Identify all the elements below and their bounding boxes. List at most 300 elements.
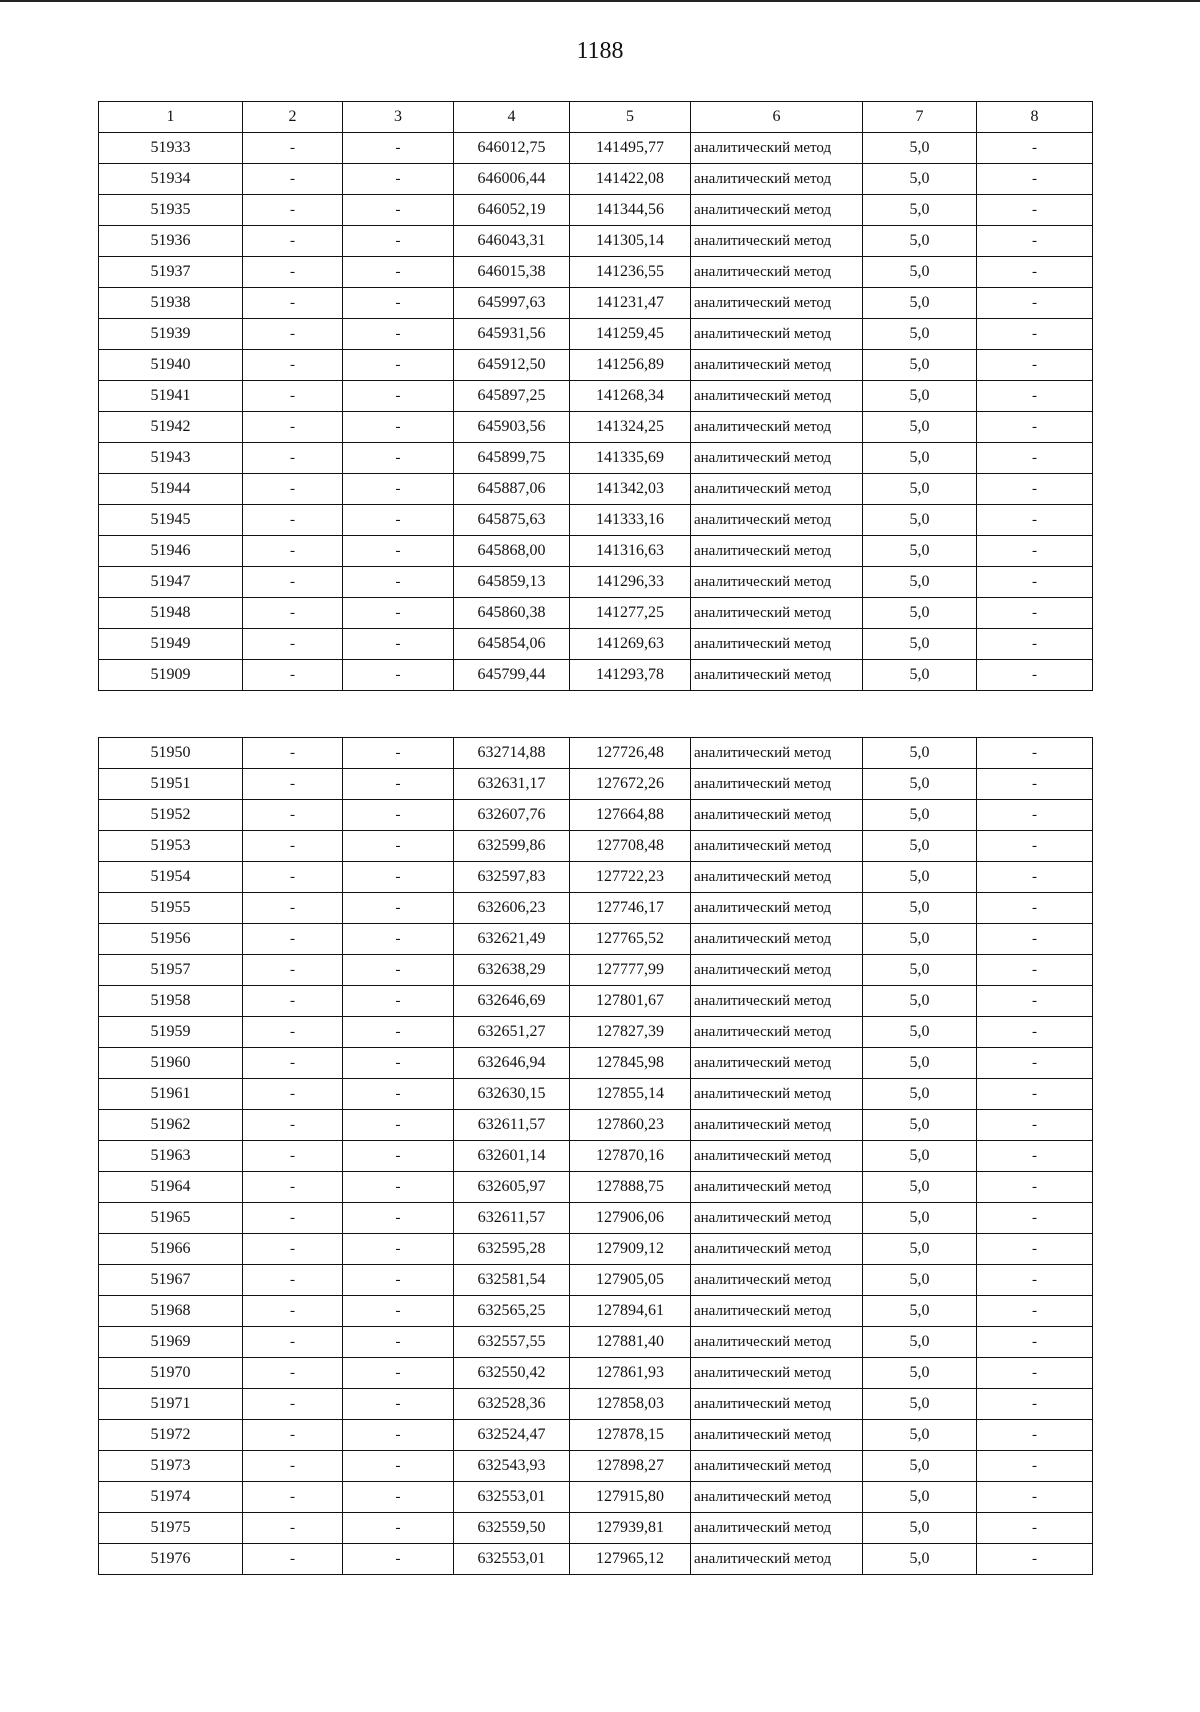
table-cell-col-8: -: [977, 1296, 1093, 1327]
table-cell-col-4: 632597,83: [454, 862, 570, 893]
table-cell-col-3: -: [343, 1358, 454, 1389]
table-cell-col-2: -: [243, 412, 343, 443]
table-cell-col-2: -: [243, 1513, 343, 1544]
table-cell-col-1: 51970: [99, 1358, 243, 1389]
table-cell-col-5: 141305,14: [570, 226, 691, 257]
table-cell-col-3: -: [343, 443, 454, 474]
table-cell-col-3: -: [343, 257, 454, 288]
table-cell-col-6: аналитический метод: [691, 1017, 863, 1048]
table-cell-col-4: 645912,50: [454, 350, 570, 381]
table-cell-col-6: аналитический метод: [691, 1327, 863, 1358]
table-cell-col-5: 141236,55: [570, 257, 691, 288]
table-cell-col-5: 127898,27: [570, 1451, 691, 1482]
table-cell-col-3: -: [343, 738, 454, 769]
table-cell-col-4: 632595,28: [454, 1234, 570, 1265]
table-cell-col-1: 51947: [99, 567, 243, 598]
table-cell-col-7: 5,0: [863, 164, 977, 195]
table-cell-col-4: 632601,14: [454, 1141, 570, 1172]
table-cell-col-5: 141316,63: [570, 536, 691, 567]
table-cell-col-4: 645799,44: [454, 660, 570, 691]
table-cell-col-5: 141335,69: [570, 443, 691, 474]
table-cell-col-7: 5,0: [863, 257, 977, 288]
table-cell-col-3: -: [343, 1017, 454, 1048]
table-cell-col-5: 141422,08: [570, 164, 691, 195]
table-cell-col-1: 51969: [99, 1327, 243, 1358]
table-cell-col-8: -: [977, 1265, 1093, 1296]
table-cell-col-6: аналитический метод: [691, 831, 863, 862]
table-cell-col-8: -: [977, 1172, 1093, 1203]
table-row: [99, 738, 1093, 769]
table-cell-col-3: -: [343, 164, 454, 195]
table-cell-col-2: -: [243, 629, 343, 660]
table-cell-col-8: -: [977, 1544, 1093, 1575]
table-cell-col-5: 127909,12: [570, 1234, 691, 1265]
table-cell-col-4: 645875,63: [454, 505, 570, 536]
table-cell-col-6: аналитический метод: [691, 226, 863, 257]
table-cell-col-2: -: [243, 738, 343, 769]
table-cell-col-4: 632565,25: [454, 1296, 570, 1327]
table-cell-col-1: 51956: [99, 924, 243, 955]
table-row: [99, 1079, 1093, 1110]
table-row: [99, 536, 1093, 567]
table-cell-col-6: аналитический метод: [691, 288, 863, 319]
table-row: [99, 257, 1093, 288]
column-header-7: 7: [863, 102, 977, 133]
table-cell-col-5: 141296,33: [570, 567, 691, 598]
table-cell-col-8: -: [977, 1017, 1093, 1048]
table-cell-col-2: -: [243, 862, 343, 893]
table-cell-col-2: -: [243, 660, 343, 691]
table-cell-col-4: 632611,57: [454, 1203, 570, 1234]
table-row: [99, 505, 1093, 536]
table-cell-col-7: 5,0: [863, 195, 977, 226]
table-cell-col-1: 51954: [99, 862, 243, 893]
table-cell-col-2: -: [243, 1327, 343, 1358]
table-cell-col-3: -: [343, 769, 454, 800]
table-row: [99, 660, 1093, 691]
table-cell-col-1: 51974: [99, 1482, 243, 1513]
table-cell-col-1: 51964: [99, 1172, 243, 1203]
table-cell-col-1: 51962: [99, 1110, 243, 1141]
table-cell-col-3: -: [343, 629, 454, 660]
table-cell-col-5: 127878,15: [570, 1420, 691, 1451]
table-cell-col-8: -: [977, 955, 1093, 986]
table-cell-col-2: -: [243, 893, 343, 924]
table-cell-col-7: 5,0: [863, 738, 977, 769]
table-row: [99, 1172, 1093, 1203]
table-cell-col-7: 5,0: [863, 1358, 977, 1389]
table-cell-col-1: 51972: [99, 1420, 243, 1451]
table-cell-col-1: 51933: [99, 133, 243, 164]
table-cell-col-5: 141333,16: [570, 505, 691, 536]
table-cell-col-4: 632557,55: [454, 1327, 570, 1358]
table-cell-col-3: -: [343, 893, 454, 924]
table-cell-col-4: 632524,47: [454, 1420, 570, 1451]
table-cell-col-1: 51939: [99, 319, 243, 350]
table-cell-col-2: -: [243, 598, 343, 629]
table-cell-col-1: 51957: [99, 955, 243, 986]
table-cell-col-2: -: [243, 1172, 343, 1203]
table-cell-col-3: -: [343, 1203, 454, 1234]
column-header-2: 2: [243, 102, 343, 133]
table-row: [99, 474, 1093, 505]
table-cell-col-8: -: [977, 1358, 1093, 1389]
table-cell-col-2: -: [243, 1451, 343, 1482]
table-cell-col-3: -: [343, 1110, 454, 1141]
table-cell-col-6: аналитический метод: [691, 629, 863, 660]
table-cell-col-6: аналитический метод: [691, 660, 863, 691]
table-cell-col-1: 51909: [99, 660, 243, 691]
table-cell-col-5: 141293,78: [570, 660, 691, 691]
table-row: [99, 1482, 1093, 1513]
table-row: [99, 629, 1093, 660]
table-cell-col-8: -: [977, 257, 1093, 288]
table-row: [99, 1296, 1093, 1327]
table-cell-col-3: -: [343, 226, 454, 257]
top-rule: [0, 0, 1200, 2]
coordinates-table-part-2: [98, 737, 1093, 1575]
table-cell-col-8: -: [977, 1203, 1093, 1234]
table-cell-col-7: 5,0: [863, 381, 977, 412]
table-cell-col-4: 632714,88: [454, 738, 570, 769]
table-cell-col-6: аналитический метод: [691, 924, 863, 955]
table-cell-col-6: аналитический метод: [691, 1296, 863, 1327]
table-cell-col-2: -: [243, 381, 343, 412]
table-cell-col-6: аналитический метод: [691, 1079, 863, 1110]
table-cell-col-7: 5,0: [863, 412, 977, 443]
table-cell-col-7: 5,0: [863, 319, 977, 350]
table-cell-col-8: -: [977, 738, 1093, 769]
table-cell-col-2: -: [243, 1358, 343, 1389]
table-cell-col-6: аналитический метод: [691, 1110, 863, 1141]
table-cell-col-2: -: [243, 1203, 343, 1234]
table-cell-col-3: -: [343, 1048, 454, 1079]
table-cell-col-8: -: [977, 1141, 1093, 1172]
table-cell-col-4: 646043,31: [454, 226, 570, 257]
table-cell-col-4: 632651,27: [454, 1017, 570, 1048]
table-cell-col-8: -: [977, 986, 1093, 1017]
table-cell-col-4: 632543,93: [454, 1451, 570, 1482]
table-cell-col-1: 51945: [99, 505, 243, 536]
table-cell-col-8: -: [977, 381, 1093, 412]
table-cell-col-5: 127746,17: [570, 893, 691, 924]
table-cell-col-6: аналитический метод: [691, 1172, 863, 1203]
table-cell-col-6: аналитический метод: [691, 1203, 863, 1234]
table-cell-col-7: 5,0: [863, 1172, 977, 1203]
table-cell-col-2: -: [243, 164, 343, 195]
table-cell-col-5: 141231,47: [570, 288, 691, 319]
table-cell-col-1: 51948: [99, 598, 243, 629]
table-cell-col-3: -: [343, 862, 454, 893]
table-cell-col-7: 5,0: [863, 1544, 977, 1575]
table-cell-col-6: аналитический метод: [691, 986, 863, 1017]
table-cell-col-1: 51975: [99, 1513, 243, 1544]
table-cell-col-3: -: [343, 288, 454, 319]
table-cell-col-7: 5,0: [863, 1389, 977, 1420]
table-cell-col-4: 632621,49: [454, 924, 570, 955]
table-cell-col-1: 51960: [99, 1048, 243, 1079]
table-cell-col-2: -: [243, 1544, 343, 1575]
table-row: [99, 1451, 1093, 1482]
table-cell-col-2: -: [243, 1110, 343, 1141]
table-cell-col-7: 5,0: [863, 536, 977, 567]
table-cell-col-8: -: [977, 924, 1093, 955]
table-cell-col-5: 127915,80: [570, 1482, 691, 1513]
table-cell-col-3: -: [343, 660, 454, 691]
table-cell-col-2: -: [243, 1234, 343, 1265]
table-cell-col-8: -: [977, 598, 1093, 629]
table-cell-col-1: 51949: [99, 629, 243, 660]
table-cell-col-7: 5,0: [863, 800, 977, 831]
table-cell-col-2: -: [243, 505, 343, 536]
table-cell-col-1: 51934: [99, 164, 243, 195]
table-cell-col-4: 645854,06: [454, 629, 570, 660]
table-cell-col-7: 5,0: [863, 1296, 977, 1327]
table-row: [99, 800, 1093, 831]
table-cell-col-6: аналитический метод: [691, 769, 863, 800]
table-cell-col-8: -: [977, 769, 1093, 800]
table-cell-col-3: -: [343, 831, 454, 862]
table-cell-col-2: -: [243, 133, 343, 164]
table-cell-col-2: -: [243, 1482, 343, 1513]
table-cell-col-1: 51963: [99, 1141, 243, 1172]
table-cell-col-8: -: [977, 412, 1093, 443]
table-cell-col-5: 127708,48: [570, 831, 691, 862]
table-cell-col-6: аналитический метод: [691, 738, 863, 769]
table-row: [99, 1234, 1093, 1265]
table-cell-col-5: 127939,81: [570, 1513, 691, 1544]
table-cell-col-5: 127870,16: [570, 1141, 691, 1172]
table-cell-col-3: -: [343, 955, 454, 986]
table-cell-col-3: -: [343, 1327, 454, 1358]
table-row: [99, 164, 1093, 195]
table-cell-col-4: 646052,19: [454, 195, 570, 226]
table-cell-col-3: -: [343, 536, 454, 567]
table-cell-col-7: 5,0: [863, 226, 977, 257]
table-cell-col-3: -: [343, 195, 454, 226]
column-header-1: 1: [99, 102, 243, 133]
table-row: [99, 1265, 1093, 1296]
column-header-4: 4: [454, 102, 570, 133]
table-cell-col-4: 645860,38: [454, 598, 570, 629]
table-cell-col-5: 127672,26: [570, 769, 691, 800]
table-cell-col-3: -: [343, 1420, 454, 1451]
table-row: [99, 924, 1093, 955]
table-cell-col-7: 5,0: [863, 862, 977, 893]
table-cell-col-6: аналитический метод: [691, 1451, 863, 1482]
table-cell-col-5: 141268,34: [570, 381, 691, 412]
table-cell-col-8: -: [977, 660, 1093, 691]
table-row: [99, 567, 1093, 598]
table-cell-col-8: -: [977, 536, 1093, 567]
table-cell-col-6: аналитический метод: [691, 381, 863, 412]
table-cell-col-5: 127855,14: [570, 1079, 691, 1110]
table-cell-col-3: -: [343, 319, 454, 350]
table-cell-col-5: 127664,88: [570, 800, 691, 831]
table-cell-col-3: -: [343, 1451, 454, 1482]
table-cell-col-6: аналитический метод: [691, 1358, 863, 1389]
table-cell-col-8: -: [977, 831, 1093, 862]
table-cell-col-7: 5,0: [863, 474, 977, 505]
table-cell-col-5: 127726,48: [570, 738, 691, 769]
table-cell-col-8: -: [977, 164, 1093, 195]
table-cell-col-4: 632605,97: [454, 1172, 570, 1203]
table-cell-col-5: 127858,03: [570, 1389, 691, 1420]
table-cell-col-8: -: [977, 1048, 1093, 1079]
table-cell-col-7: 5,0: [863, 1048, 977, 1079]
table-cell-col-4: 632611,57: [454, 1110, 570, 1141]
table-cell-col-1: 51966: [99, 1234, 243, 1265]
table-row: [99, 350, 1093, 381]
table-cell-col-1: 51959: [99, 1017, 243, 1048]
table-cell-col-4: 645897,25: [454, 381, 570, 412]
table-cell-col-3: -: [343, 924, 454, 955]
table-cell-col-1: 51976: [99, 1544, 243, 1575]
table-cell-col-7: 5,0: [863, 1327, 977, 1358]
table-cell-col-5: 141256,89: [570, 350, 691, 381]
table-cell-col-1: 51940: [99, 350, 243, 381]
table-cell-col-7: 5,0: [863, 831, 977, 862]
table-cell-col-1: 51971: [99, 1389, 243, 1420]
table-cell-col-8: -: [977, 505, 1093, 536]
coordinates-table-part-1: [98, 101, 1093, 691]
table-cell-col-7: 5,0: [863, 1513, 977, 1544]
table-cell-col-5: 127965,12: [570, 1544, 691, 1575]
table-cell-col-6: аналитический метод: [691, 567, 863, 598]
table-cell-col-2: -: [243, 350, 343, 381]
table-cell-col-8: -: [977, 1327, 1093, 1358]
table-row: [99, 1544, 1093, 1575]
table-cell-col-6: аналитический метод: [691, 598, 863, 629]
table-cell-col-4: 632553,01: [454, 1482, 570, 1513]
table-cell-col-8: -: [977, 133, 1093, 164]
table-cell-col-1: 51968: [99, 1296, 243, 1327]
table-cell-col-5: 127894,61: [570, 1296, 691, 1327]
table-cell-col-8: -: [977, 474, 1093, 505]
table-cell-col-4: 632599,86: [454, 831, 570, 862]
table-cell-col-6: аналитический метод: [691, 1234, 863, 1265]
table-row: [99, 412, 1093, 443]
table-cell-col-4: 645868,00: [454, 536, 570, 567]
table-cell-col-8: -: [977, 862, 1093, 893]
table-cell-col-3: -: [343, 133, 454, 164]
table-row: [99, 1389, 1093, 1420]
table-cell-col-7: 5,0: [863, 1265, 977, 1296]
table-cell-col-7: 5,0: [863, 893, 977, 924]
table-row: [99, 1358, 1093, 1389]
table-cell-col-1: 51952: [99, 800, 243, 831]
table-cell-col-1: 51946: [99, 536, 243, 567]
table-cell-col-6: аналитический метод: [691, 443, 863, 474]
table-cell-col-8: -: [977, 800, 1093, 831]
table-row: [99, 1203, 1093, 1234]
table-cell-col-4: 645899,75: [454, 443, 570, 474]
table-cell-col-6: аналитический метод: [691, 955, 863, 986]
table-cell-col-6: аналитический метод: [691, 474, 863, 505]
table-row: [99, 598, 1093, 629]
table-cell-col-3: -: [343, 381, 454, 412]
table-cell-col-4: 632631,17: [454, 769, 570, 800]
table-cell-col-3: -: [343, 1234, 454, 1265]
table-cell-col-7: 5,0: [863, 955, 977, 986]
table-cell-col-7: 5,0: [863, 288, 977, 319]
table-cell-col-4: 632638,29: [454, 955, 570, 986]
table-cell-col-2: -: [243, 319, 343, 350]
table-cell-col-4: 645931,56: [454, 319, 570, 350]
table-cell-col-1: 51936: [99, 226, 243, 257]
table-cell-col-6: аналитический метод: [691, 350, 863, 381]
table-row: [99, 443, 1093, 474]
table-cell-col-5: 127888,75: [570, 1172, 691, 1203]
table-cell-col-4: 645887,06: [454, 474, 570, 505]
table-cell-col-1: 51938: [99, 288, 243, 319]
table-cell-col-5: 141269,63: [570, 629, 691, 660]
table-cell-col-4: 632581,54: [454, 1265, 570, 1296]
table-cell-col-1: 51950: [99, 738, 243, 769]
table-cell-col-5: 127722,23: [570, 862, 691, 893]
table-cell-col-4: 645859,13: [454, 567, 570, 598]
table-cell-col-1: 51941: [99, 381, 243, 412]
table-cell-col-4: 646012,75: [454, 133, 570, 164]
table-cell-col-3: -: [343, 1389, 454, 1420]
table-row: [99, 1141, 1093, 1172]
column-header-6: 6: [691, 102, 863, 133]
table-cell-col-1: 51953: [99, 831, 243, 862]
table-cell-col-8: -: [977, 1513, 1093, 1544]
column-header-3: 3: [343, 102, 454, 133]
table-cell-col-5: 127906,06: [570, 1203, 691, 1234]
table-cell-col-2: -: [243, 1420, 343, 1451]
table-cell-col-7: 5,0: [863, 1451, 977, 1482]
table-cell-col-7: 5,0: [863, 1017, 977, 1048]
table-cell-col-6: аналитический метод: [691, 893, 863, 924]
table-cell-col-3: -: [343, 505, 454, 536]
table-cell-col-4: 645997,63: [454, 288, 570, 319]
table-cell-col-6: аналитический метод: [691, 536, 863, 567]
table-cell-col-3: -: [343, 1141, 454, 1172]
table-cell-col-4: 646015,38: [454, 257, 570, 288]
table-cell-col-3: -: [343, 1513, 454, 1544]
table-cell-col-3: -: [343, 474, 454, 505]
table-cell-col-8: -: [977, 1234, 1093, 1265]
table-cell-col-2: -: [243, 800, 343, 831]
table-cell-col-5: 127765,52: [570, 924, 691, 955]
table-cell-col-8: -: [977, 226, 1093, 257]
column-header-5: 5: [570, 102, 691, 133]
table-cell-col-3: -: [343, 1482, 454, 1513]
table-row: [99, 986, 1093, 1017]
table-cell-col-8: -: [977, 288, 1093, 319]
table-cell-col-8: -: [977, 1482, 1093, 1513]
table-cell-col-7: 5,0: [863, 133, 977, 164]
table-cell-col-8: -: [977, 350, 1093, 381]
table-cell-col-5: 127827,39: [570, 1017, 691, 1048]
table-cell-col-3: -: [343, 412, 454, 443]
table-cell-col-5: 141277,25: [570, 598, 691, 629]
table-cell-col-8: -: [977, 1110, 1093, 1141]
table-cell-col-4: 632528,36: [454, 1389, 570, 1420]
table-row: [99, 226, 1093, 257]
table-cell-col-2: -: [243, 1141, 343, 1172]
table-cell-col-8: -: [977, 893, 1093, 924]
table-cell-col-5: 141259,45: [570, 319, 691, 350]
table-cell-col-2: -: [243, 1048, 343, 1079]
table-cell-col-7: 5,0: [863, 986, 977, 1017]
table-cell-col-3: -: [343, 567, 454, 598]
table-cell-col-3: -: [343, 1079, 454, 1110]
table-cell-col-5: 127777,99: [570, 955, 691, 986]
table-cell-col-2: -: [243, 288, 343, 319]
